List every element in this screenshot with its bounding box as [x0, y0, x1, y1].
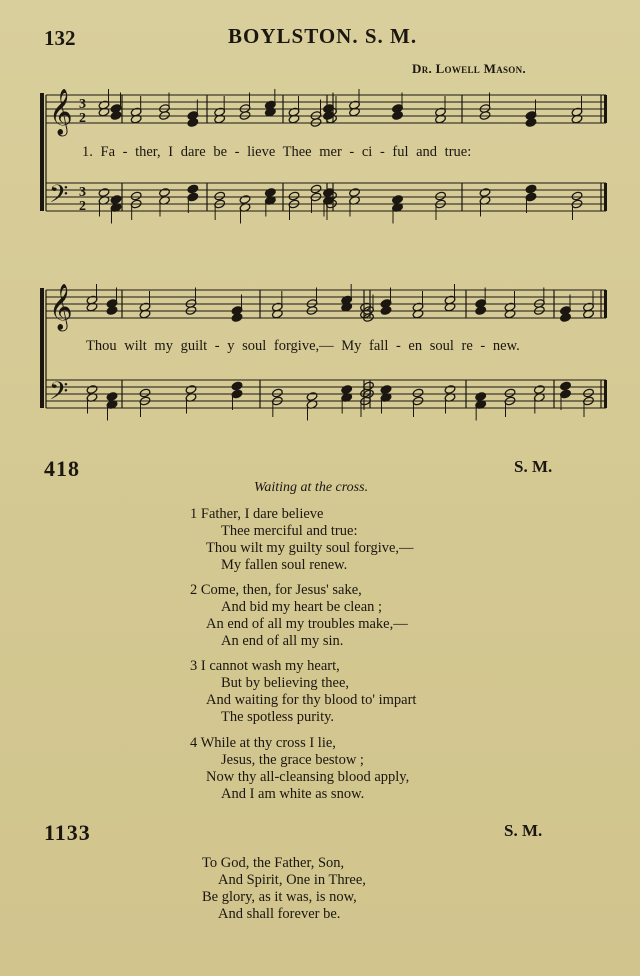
note-head — [560, 313, 572, 323]
note-head — [187, 118, 199, 128]
stanza-2-line-3: An end of all my troubles make,— — [206, 616, 408, 632]
composer-credit: Dr. Lowell Mason. — [412, 61, 526, 76]
note-head — [380, 385, 392, 395]
doxology-line-2: And Spirit, One in Three, — [218, 872, 366, 888]
note-head — [310, 184, 322, 194]
note-head — [435, 191, 447, 201]
note-head — [264, 188, 276, 198]
note-head — [239, 195, 251, 205]
note-head — [525, 184, 537, 194]
tune-title: BOYLSTON. S. M. — [228, 24, 418, 48]
note-head — [504, 388, 516, 398]
note-head — [106, 306, 118, 316]
stanza-1-line-2: Thee merciful and true: — [221, 523, 358, 539]
stanza-3-line-2: But by believing thee, — [221, 675, 350, 691]
note-head — [392, 195, 404, 205]
final-barline-thick — [604, 183, 607, 211]
stanza-3-line-3: And waiting for thy blood to' impart — [206, 692, 417, 708]
note-head — [231, 313, 243, 323]
stanza-2-line-2: And bid my heart be clean ; — [221, 599, 383, 615]
system-bracket — [40, 288, 44, 408]
hymn-number-418: 418 — [44, 456, 80, 481]
stanza-1-line-4: My fallen soul renew. — [221, 557, 348, 573]
final-barline-thick — [604, 95, 607, 123]
note-head — [412, 388, 424, 398]
stanza-4-line-1: 4 While at thy cross I lie, — [190, 735, 336, 751]
note-head — [271, 388, 283, 398]
note-head — [571, 191, 583, 201]
note-head — [187, 184, 199, 194]
doxology-line-3: Be glory, as it was, is now, — [202, 889, 357, 905]
note-head — [110, 111, 122, 121]
doxology-line-1: To God, the Father, Son, — [202, 855, 345, 871]
hymn-1133-meter: S. M. — [504, 821, 543, 840]
system-bracket — [40, 93, 44, 211]
note-head — [341, 385, 353, 395]
note-head — [214, 191, 226, 201]
note-head — [392, 111, 404, 121]
bass-clef-icon: 𝄢 — [49, 377, 69, 412]
note-head — [475, 392, 487, 402]
note-head — [159, 188, 171, 198]
treble-clef-icon: 𝄞 — [49, 284, 73, 330]
time-signature-top: 3 — [79, 97, 86, 112]
time-signature-bottom: 2 — [79, 199, 86, 214]
note-head — [139, 388, 151, 398]
note-head — [106, 392, 118, 402]
note-head — [185, 385, 197, 395]
note-head — [475, 306, 487, 316]
note-head — [231, 381, 243, 391]
stanza-2-line-1: 2 Come, then, for Jesus' sake, — [190, 582, 362, 598]
stanza-1-line-3: Thou wilt my guilty soul forgive,— — [206, 540, 414, 556]
note-head — [583, 388, 595, 398]
page-number: 132 — [44, 26, 76, 50]
note-head — [525, 118, 537, 128]
note-head — [533, 385, 545, 395]
note-head — [306, 392, 318, 402]
note-head — [86, 385, 98, 395]
stanza-1-line-1: 1 Father, I dare believe — [190, 506, 324, 522]
note-head — [130, 191, 142, 201]
hymn-418-meter: S. M. — [514, 457, 553, 476]
note-head — [444, 385, 456, 395]
hymn-number-1133: 1133 — [44, 820, 91, 845]
doxology-line-4: And shall forever be. — [218, 906, 341, 922]
stanza-4-line-3: Now thy all-cleansing blood apply, — [206, 769, 410, 785]
stanza-3-line-1: 3 I cannot wash my heart, — [190, 658, 340, 674]
note-head — [98, 188, 110, 198]
lyrics-line-2: Thou wilt my guilt - y soul forgive,— My fall - en soul re - new. — [86, 338, 520, 354]
stanza-4-line-4: And I am white as snow. — [221, 786, 365, 802]
final-barline-thick — [604, 290, 607, 318]
note-head — [380, 306, 392, 316]
note-head — [479, 188, 491, 198]
lyrics-line-1: 1. Fa - ther, I dare be - lieve Thee mer - ci - ful and true: — [82, 144, 472, 160]
time-signature-top: 3 — [79, 185, 86, 200]
stanza-3-line-4: The spotless purity. — [221, 709, 335, 725]
note-head — [288, 191, 300, 201]
stanza-4-line-2: Jesus, the grace bestow ; — [221, 752, 364, 768]
hymn-418-subtitle: Waiting at the cross. — [254, 480, 369, 495]
note-head — [560, 381, 572, 391]
note-head — [110, 195, 122, 205]
note-head — [349, 188, 361, 198]
treble-clef-icon: 𝄞 — [49, 89, 73, 135]
final-barline-thick — [604, 380, 607, 408]
bass-clef-icon: 𝄢 — [49, 180, 69, 215]
time-signature-bottom: 2 — [79, 111, 86, 126]
stanza-2-line-4: An end of all my sin. — [221, 633, 344, 649]
